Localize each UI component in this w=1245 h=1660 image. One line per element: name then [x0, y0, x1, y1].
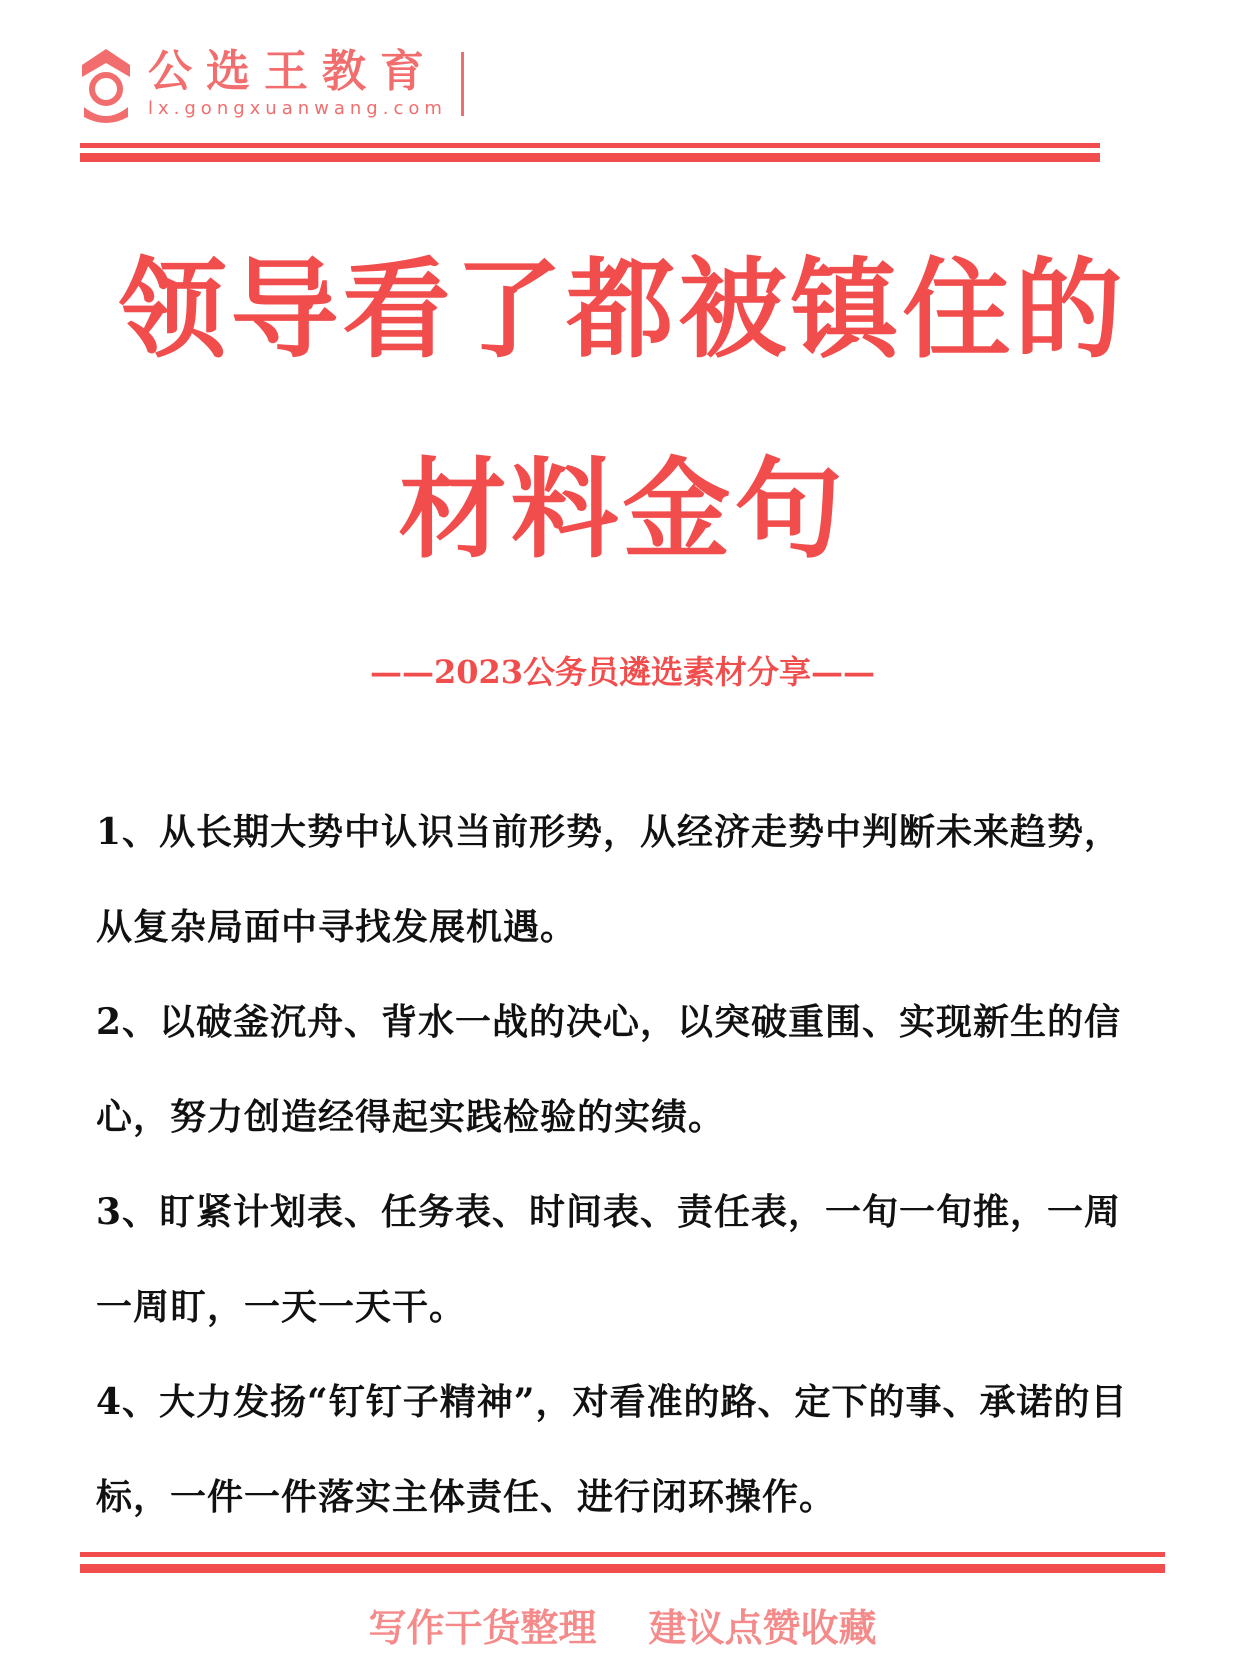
footer-right: 建议点赞收藏: [648, 1605, 877, 1650]
brand-header: [78, 44, 464, 124]
quote-list: [96, 785, 1156, 1545]
bottom-rule-thin: [80, 1552, 1165, 1557]
bottom-rule-thick: [80, 1564, 1165, 1573]
top-rule-thin: [80, 143, 1100, 148]
brand-name: 公选王教育: [148, 46, 438, 97]
quote-item-2: 2、以破釜沉舟、背水一战的决心，以突破重围、实现新生的信心，努力创造经得起实践检验的实绩。: [96, 1001, 1122, 1138]
brand-url: lx.gongxuanwang.com: [148, 98, 447, 119]
page-title-line-2: 材料金句: [398, 447, 847, 573]
gongxuanwang-logo-icon: [78, 45, 134, 123]
quote-item-1: 1、从长期大势中认识当前形势，从经济走势中判断未来趋势，从复杂局面中寻找发展机遇。: [96, 811, 1122, 948]
page-subtitle: ——2023公务员遴选素材分享——: [369, 653, 876, 691]
quote-item-4: 4、大力发扬“钉钉子精神”，对看准的路、定下的事、承诺的目标，一件一件落实主体责任、进行闭环操作。: [96, 1381, 1128, 1518]
brand-text: [148, 48, 447, 120]
page-title-line-1: 领导看了都被镇住的: [118, 247, 1127, 373]
footer-left: 写作干货整理: [368, 1605, 597, 1650]
footer-note: [0, 1603, 1245, 1653]
brand-divider: [461, 52, 464, 116]
top-rule-thick: [80, 153, 1100, 162]
quote-item-3: 3、盯紧计划表、任务表、时间表、责任表，一旬一旬推，一周一周盯，一天一天干。: [96, 1191, 1122, 1328]
